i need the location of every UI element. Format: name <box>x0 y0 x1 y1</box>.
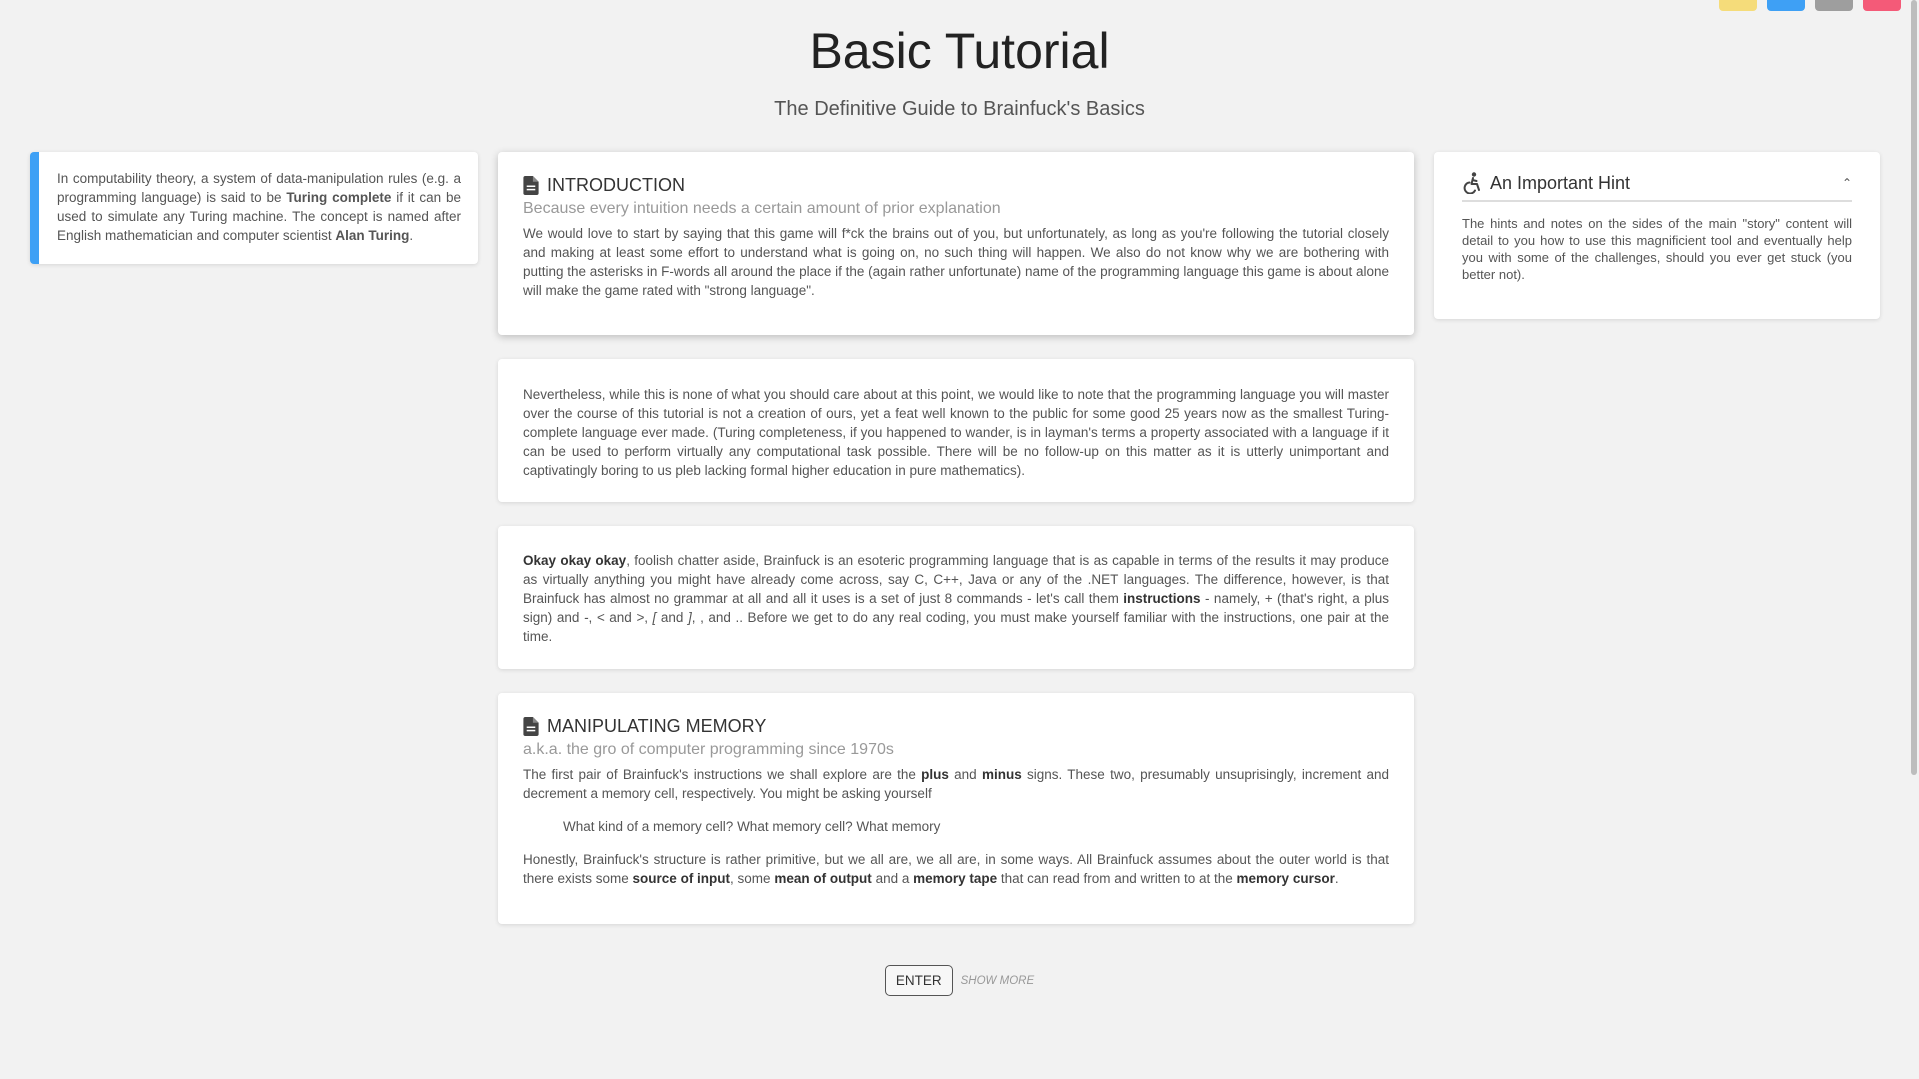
side-note-text: . <box>409 228 414 243</box>
text-run: (that's right, a plus sign) and <box>523 591 1389 625</box>
bold-text: instructions <box>1123 591 1201 606</box>
side-note-card <box>30 152 478 264</box>
blue-theme-button[interactable] <box>1767 0 1805 11</box>
window-controls <box>1719 0 1901 11</box>
text-run: , foolish chatter aside, Brainfuck is an esoteric programming language that is as capable in terms of the results it may produce as virtually anything you might have already come across, say C, C++, Java or any of the .NET languages. The difference, however, is that Brainfuck has almost no grammar at all and all it uses is a set of just 8 commands - let's call them <box>523 553 1389 606</box>
memory-card <box>498 693 1414 924</box>
text-run: signs. These two, presumably unsuprisingly, increment and decrement a memory cell, respectively. You might be asking yourself <box>523 767 1389 801</box>
text-run: , , and .. Before we get to do any real coding, you must make yourself familiar with the instructions, one pair at the time. <box>523 610 1389 644</box>
memory-subtitle: a.k.a. the gro of computer programming since 1970s <box>523 741 894 758</box>
text-run: The first pair of Brainfuck's instructions we shall explore are the <box>523 767 922 782</box>
memory-paragraph-1 <box>523 765 1389 803</box>
introduction-text: We would love to start by saying that this game will f*ck the brains out of you, but unfortunately, as long as you're following the tutorial closely and making at least some effort to understand what is going on, no such thing will happen. We also do not know why we are bothering with putting the asterisks in F-words all around the place if the (again rather unfortunate) name of the programming language this game is about alone will make the game rated with "strong language". <box>523 226 1390 298</box>
document-icon <box>523 176 539 195</box>
hint-card <box>1434 152 1880 319</box>
text-run: and <box>604 610 637 625</box>
introduction-title: INTRODUCTION <box>547 175 685 195</box>
instruction-symbol: - <box>583 610 589 625</box>
instruction-symbol: < <box>596 610 605 625</box>
show-more-link[interactable]: SHOW MORE <box>960 974 1035 987</box>
memory-quote: What kind of a memory cell? What memory cell? What memory <box>563 819 941 834</box>
page-subtitle: The Definitive Guide to Brainfuck's Basics <box>774 98 1145 120</box>
text-run: Honestly, Brainfuck's structure is rather primitive, but we all are, we all are, in some ways. All Brainfuck assumes about the outer world is that there exists some <box>523 852 1389 886</box>
text-run: - namely, <box>1200 591 1265 606</box>
bold-text: memory cursor <box>1236 871 1335 886</box>
bold-text: Okay okay okay <box>523 553 627 568</box>
memory-title: MANIPULATING MEMORY <box>547 716 767 736</box>
turing-text: Nevertheless, while this is none of what you should care about at this point, we would like to note that the programming language you will master over the course of this tutorial is not a creation of ours, yet a feat well known to the public for some good 25 years now as the smallest Turing-complete language ever made. (Turing completeness, if you happened to wander, is in layman's terms a property associated with a language if it can be used to perform virtually any computational task possible. There will be no follow-up on this matter as it is utterly unimportant and captivatingly boring to us pleb lacking formal higher education in pure mathematics). <box>523 387 1389 478</box>
text-run: , <box>644 610 653 625</box>
instruction-symbol: > <box>636 610 645 625</box>
memory-heading <box>523 717 1389 736</box>
enter-button[interactable]: ENTER <box>885 965 953 996</box>
text-run: and a <box>871 871 914 886</box>
hint-text: The hints and notes on the sides of the main "story" content will detail to you how to use this magnificient tool and eventually help you with some of the challenges, should you ever get stuck (you better not). <box>1462 216 1852 282</box>
bold-text: source of input <box>632 871 731 886</box>
memory-paragraph-2 <box>523 850 1389 888</box>
page-title: Basic Tutorial <box>809 23 1110 79</box>
bold-text: minus <box>981 767 1022 782</box>
text-run: and <box>948 767 982 782</box>
tutorial-controls <box>0 965 1919 996</box>
document-icon <box>523 717 539 736</box>
text-run: . <box>1334 871 1339 886</box>
bold-text: mean of output <box>774 871 872 886</box>
text-run: , <box>588 610 597 625</box>
introduction-subtitle: Because every intuition needs a certain amount of prior explanation <box>523 200 1001 217</box>
gray-theme-button[interactable] <box>1815 0 1853 11</box>
yellow-theme-button[interactable] <box>1719 0 1757 11</box>
instruction-symbol: [ <box>652 610 657 625</box>
hint-title-group <box>1462 172 1630 194</box>
instruction-symbol: + <box>1264 591 1273 606</box>
scrollbar[interactable] <box>1909 0 1919 1079</box>
bold-text: plus <box>921 767 949 782</box>
introduction-card <box>498 152 1414 335</box>
turing-card <box>498 359 1414 502</box>
instruction-symbol: ] <box>687 610 692 625</box>
hint-title: An Important Hint <box>1490 172 1631 193</box>
side-note-bold: Turing complete <box>286 190 392 205</box>
introduction-heading <box>523 176 1389 195</box>
red-theme-button[interactable] <box>1863 0 1901 11</box>
bold-text: memory tape <box>913 871 998 886</box>
chevron-up-icon[interactable]: ⌃ <box>1841 176 1852 190</box>
scrollbar-thumb[interactable] <box>1911 0 1917 775</box>
text-run: and <box>656 610 688 625</box>
text-run: , some <box>730 871 775 886</box>
instructions-card <box>498 526 1414 669</box>
accessibility-icon <box>1462 172 1482 194</box>
text-run: that can read from and written to at the <box>997 871 1237 886</box>
side-note-text: In computability theory, a system of data-manipulation rules (e.g. a programming language) is said to be <box>57 171 461 205</box>
side-note-bold: Alan Turing <box>335 228 410 243</box>
side-note-text: if it can be used to simulate any Turing machine. The concept is named after English mathematician and computer scientist <box>57 190 461 243</box>
hint-header[interactable] <box>1462 172 1852 202</box>
instructions-text <box>523 551 1389 646</box>
